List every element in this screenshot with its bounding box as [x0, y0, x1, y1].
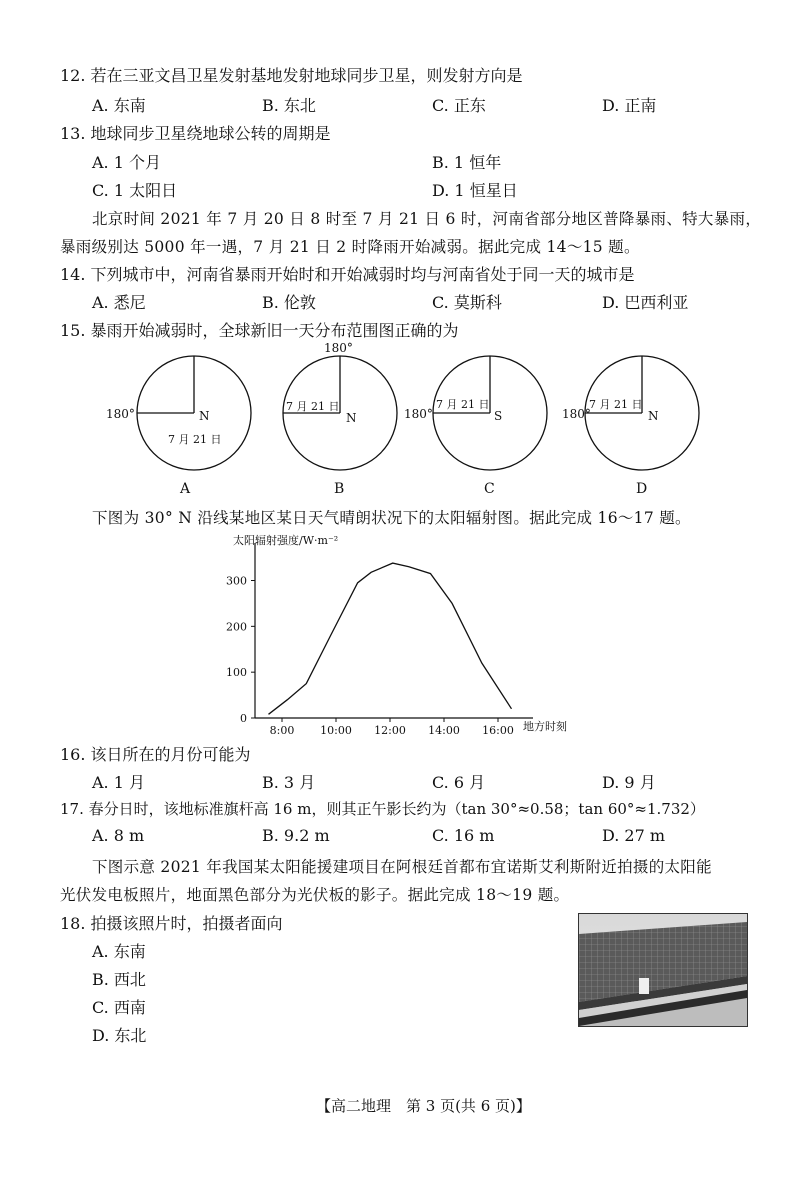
diagram-c-date: 7 月 21 日 [436, 398, 490, 411]
q12-option-a: A. 东南 [92, 96, 146, 115]
passage-1-line-1: 北京时间 2021 年 7 月 20 日 8 时至 7 月 21 日 6 时，河南省部分地区普降暴雨、特大暴雨， [92, 210, 762, 228]
diagram-d-date: 7 月 21 日 [589, 398, 643, 411]
diagram-c-letter: C [484, 481, 495, 497]
q18-option-c: C. 西南 [92, 998, 146, 1017]
q12-option-b: B. 东北 [262, 96, 316, 115]
q15-stem: 15. 暴雨开始减弱时，全球新旧一天分布范围图正确的为 [60, 321, 459, 340]
x-tick-label: 8:00 [269, 724, 295, 737]
diagram-d-lon-label: 180° [562, 407, 591, 421]
diagram-a [106, 356, 251, 497]
q17-option-c: C. 16 m [432, 826, 495, 845]
q15-diagrams [100, 340, 720, 500]
q16-option-b: B. 3 月 [262, 773, 316, 792]
y-tick-label: 0 [240, 712, 247, 725]
x-tick-label: 14:00 [428, 724, 460, 737]
q13-option-b: B. 1 恒年 [432, 153, 502, 172]
q17-stem: 17. 春分日时，该地标准旗杆高 16 m，则其正午影长约为（tan 30°≈0.58；tan 60°≈1.732） [60, 800, 705, 818]
q16-stem: 16. 该日所在的月份可能为 [60, 745, 251, 764]
diagram-b-pole: N [346, 411, 357, 425]
solar-panel-photo [578, 913, 748, 1027]
q16-option-c: C. 6 月 [432, 773, 486, 792]
passage-2: 下图为 30° N 沿线某地区某日天气晴朗状况下的太阳辐射图。据此完成 16～17 题。 [92, 509, 691, 527]
diagram-b-letter: B [334, 481, 345, 497]
x-tick-label: 12:00 [374, 724, 406, 737]
page-footer: 【高二地理 第 3 页(共 6 页)】 [316, 1097, 531, 1115]
q18-option-a: A. 东南 [92, 942, 146, 961]
q18-stem: 18. 拍摄该照片时，拍摄者面向 [60, 914, 283, 933]
diagram-d-letter: D [636, 481, 648, 497]
diagram-c [404, 356, 547, 497]
x-tick-label: 10:00 [320, 724, 352, 737]
chart-ylabel: 太阳辐射强度/W·m⁻² [233, 534, 339, 547]
q17-option-d: D. 27 m [602, 826, 666, 845]
diagram-d-pole: N [648, 409, 659, 423]
q17-option-b: B. 9.2 m [262, 826, 330, 845]
q12-stem: 12. 若在三亚文昌卫星发射基地发射地球同步卫星，则发射方向是 [60, 66, 523, 85]
q14-option-b: B. 伦敦 [262, 293, 316, 312]
chart-xlabel: 地方时刻 [523, 720, 567, 733]
diagram-b [283, 341, 397, 497]
passage-3-line-1: 下图示意 2021 年我国某太阳能援建项目在阿根廷首都布宜诺斯艾利斯附近拍摄的太阳能 [92, 858, 712, 876]
diagram-b-lon-label: 180° [324, 341, 353, 355]
q13-option-c: C. 1 太阳日 [92, 181, 178, 200]
q17-option-a: A. 8 m [92, 826, 145, 845]
q14-option-d: D. 巴西利亚 [602, 293, 689, 312]
diagram-c-pole: S [494, 409, 503, 423]
diagram-a-letter: A [180, 481, 191, 497]
diagram-b-date: 7 月 21 日 [286, 400, 340, 413]
series-line [269, 563, 512, 714]
q13-stem: 13. 地球同步卫星绕地球公转的周期是 [60, 124, 331, 143]
x-tick-label: 16:00 [482, 724, 514, 737]
q13-option-a: A. 1 个月 [92, 153, 161, 172]
q14-option-c: C. 莫斯科 [432, 293, 502, 312]
y-tick-label: 300 [226, 574, 247, 588]
q18-option-d: D. 东北 [92, 1026, 147, 1045]
q16-option-a: A. 1 月 [92, 773, 145, 792]
q12-option-c: C. 正东 [432, 96, 486, 115]
q13-option-d: D. 1 恒星日 [432, 181, 518, 200]
passage-3-line-2: 光伏发电板照片，地面黑色部分为光伏板的影子。据此完成 18～19 题。 [60, 886, 570, 904]
q16-option-d: D. 9 月 [602, 773, 656, 792]
q14-stem: 14. 下列城市中，河南省暴雨开始时和开始减弱时均与河南省处于同一天的城市是 [60, 265, 635, 284]
diagram-a-date: 7 月 21 日 [168, 433, 222, 446]
diagram-d [562, 356, 699, 497]
diagram-a-pole: N [199, 409, 210, 423]
q12-option-d: D. 正南 [602, 96, 657, 115]
diagram-c-lon-label: 180° [404, 407, 433, 421]
y-tick-label: 200 [226, 620, 247, 634]
q14-option-a: A. 悉尼 [92, 293, 146, 312]
passage-1-line-2: 暴雨级别达 5000 年一遇，7 月 21 日 2 时降雨开始减弱。据此完成 14～15 题。 [60, 238, 640, 256]
q18-option-b: B. 西北 [92, 970, 146, 989]
diagram-a-lon-label: 180° [106, 407, 135, 421]
solar-radiation-chart [225, 528, 610, 738]
y-tick-label: 100 [226, 666, 247, 680]
